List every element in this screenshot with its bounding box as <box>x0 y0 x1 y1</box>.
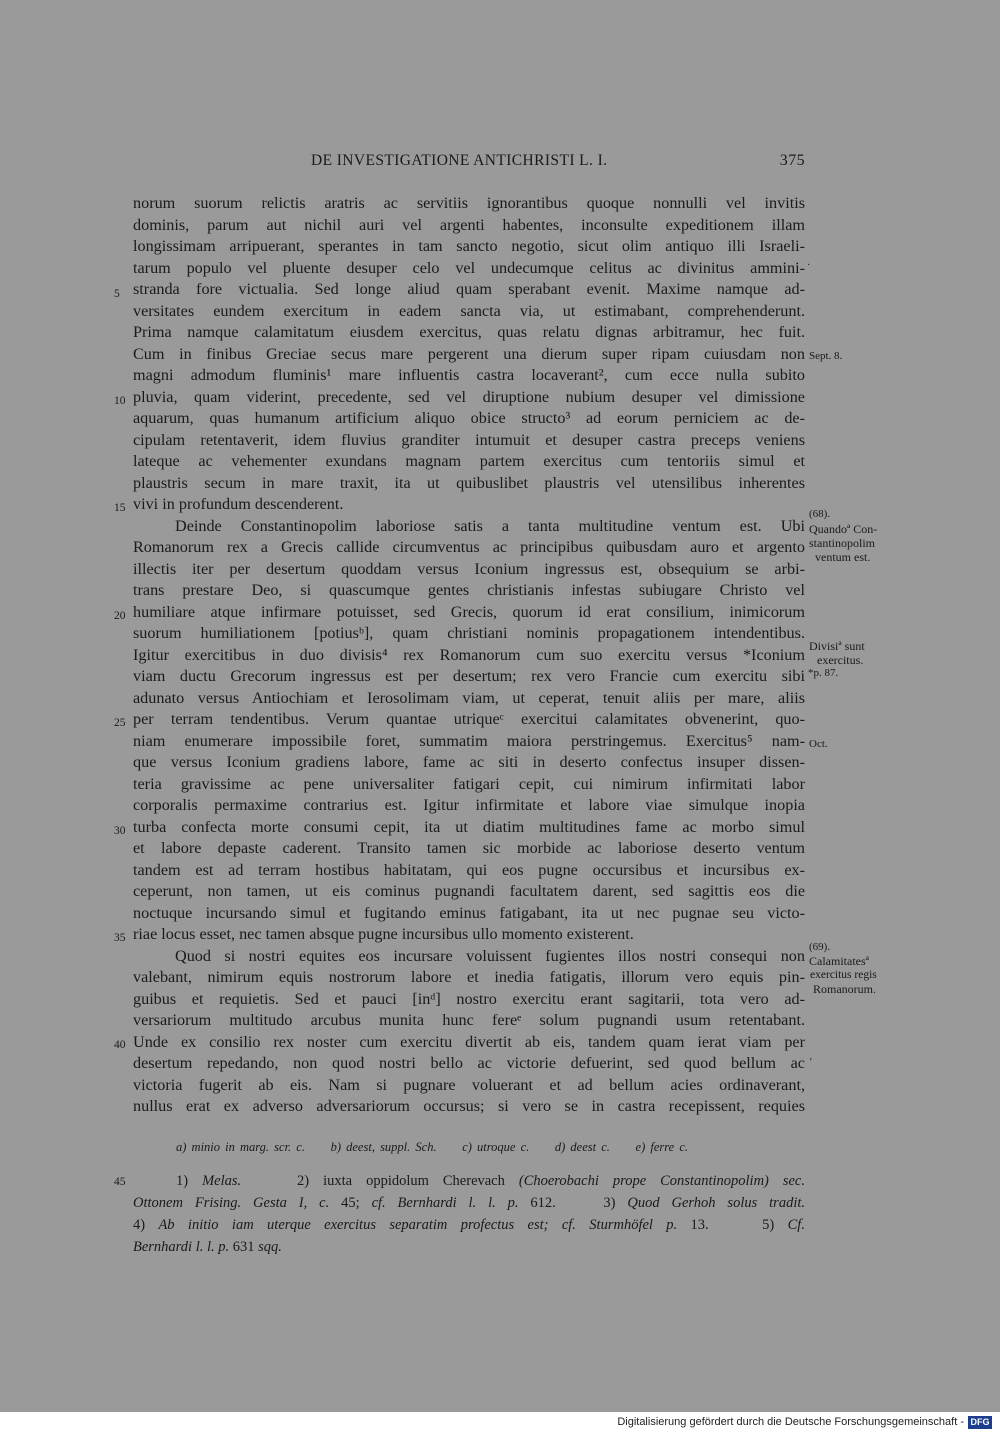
text-line: longissimam arripuerant, sperantes in tam sancto negotio, sicut olim antiquo illi Israeli- <box>133 237 805 255</box>
text-line: que versus Iconium gradiens labore, fame ac siti in deserto confectus insuper dissen- <box>133 753 805 771</box>
text-line: valebant, nimirum equis nostrorum labore et inedia fatigatis, illorum vero equis pin- <box>133 968 805 986</box>
margin-note: Quandoª Con- <box>809 522 878 536</box>
text-line: vivi in profundum descenderent. <box>133 495 344 513</box>
text-line: Quod si nostri equites eos incursare voluissent fugientes illos nostri consequi non <box>175 946 805 965</box>
text-line: Cum in finibus Greciae secus mare pergerent una dierum super ripam cuiusdam non <box>133 344 805 363</box>
footnote-line: 4) Ab initio iam uterque exercitus separatim profectus est; cf. Sturmhöfel p. 13. 5) Cf. <box>133 1217 805 1233</box>
margin-note: ventum est. <box>815 550 871 564</box>
text-line: stranda fore victualia. Sed longe aliud quam sperabant evenit. Maxime namque ad- <box>133 280 805 298</box>
text-line: dominis, parum aut nichil auri vel argenti habentes, inconsulte expeditionem illam <box>133 215 805 234</box>
line-number: 25 <box>114 717 126 729</box>
text-line: desertum repedando, non quod nostri bello ac victorie defuerint, sed quod bellum ac <box>133 1054 805 1072</box>
margin-note-chapter: (68). <box>809 508 831 520</box>
critical-apparatus: a) minio in marg. scr. c. b) deest, suppl. Sch. c) utroque c. d) deest c. e) ferre c. <box>176 1140 689 1154</box>
text-line: illectis iter per desertum quoddam versus Iconium ingressus est, obsequium se arbi- <box>133 559 805 578</box>
text-line: plaustris secum in mare traxit, ita ut quibuslibet plaustris vel utensilibus inherentes <box>133 473 805 492</box>
text-line: turba confecta morte consumi cepit, ita ut diatim multitudines fame ac morbo simul <box>133 817 805 836</box>
text-line: aquarum, quas humanum artificium aliquo obice structo³ ad eorum perniciem ac de- <box>133 409 805 427</box>
footer-bar <box>0 1412 1000 1434</box>
line-number: 40 <box>114 1039 126 1051</box>
text-line: teria gravissime ac pene universaliter fatigari cepit, cui nimirum infirmitati labor <box>133 774 805 793</box>
page-number: 375 <box>779 152 805 169</box>
text-line: nullus erat ex adverso adversariorum occursus; si vero se in castra recepissent, requies <box>133 1097 805 1115</box>
footnote-line: Bernhardi l. l. p. 631 sqq. <box>133 1239 282 1255</box>
text-line: humiliare atque infirmare potuisset, sed Grecis, quorum id erat consilium, inimicorum <box>133 602 805 621</box>
text-line: guibus et requietis. Sed et pauci [inᵈ] nostro exercitu erant sagitarii, tota vero ad- <box>133 989 805 1008</box>
text-line: viam ductu Grecorum ingressus est per desertum; rex vero Francie cum exercitu sibi <box>133 667 805 685</box>
text-line: versitates eundem exercitum in eadem sancta via, ut estimabant, comprehenderunt. <box>133 301 805 320</box>
text-line: Igitur exercitibus in duo divisis⁴ rex Romanorum cum suo exercitu versus *Iconium <box>133 645 805 664</box>
margin-note: Divisiª sunt <box>809 639 865 653</box>
text-line: victoria fugerit ab eis. Nam si pugnare voluerant et ad bellum acies ordinaverant, <box>133 1075 805 1094</box>
margin-note-chapter: (69). <box>809 941 831 953</box>
running-title: DE INVESTIGATIONE ANTICHRISTI L. I. <box>311 152 608 169</box>
text-line: per terram tendentibus. Verum quantae utriqueᶜ exercitui calamitates obvenerint, quo- <box>133 710 805 728</box>
text-line: Deinde Constantinopolim laboriose satis a tanta multitudine ventum est. Ubi <box>175 516 805 535</box>
line-number: 5 <box>114 288 120 300</box>
dfg-logo: DFG <box>968 1416 992 1429</box>
margin-note-date: Oct. <box>809 738 828 750</box>
text-line: noctuque incursando simul et fugitando eminus fatigabant, ita ut nec pugnae seu victo- <box>133 903 805 922</box>
margin-note: Calamitatesª <box>809 954 869 968</box>
text-line: niam enumerare impossibile foret, summatim maiora perstringemus. Exercitus⁵ nam- <box>133 731 805 750</box>
stray-mark: · <box>807 260 811 271</box>
margin-note-date: Sept. 8. <box>809 350 843 362</box>
footnote-line: Ottonem Frising. Gesta I, c. 45; cf. Bernhardi l. l. p. 612. 3) Quod Gerhoh solus tradit. <box>133 1195 806 1211</box>
line-number: 30 <box>114 825 126 837</box>
text-line: ceperunt, non tamen, ut eis cominus pugnandi facultatem darent, sed sagittis eos die <box>133 882 805 900</box>
margin-note: Romanorum. <box>813 982 876 996</box>
footnote-line: 1) Melas. 2) iuxta oppidolum Cherevach (Choerobachi prope Constantinopolim) sec. <box>176 1173 805 1189</box>
text-line: suorum humiliationem [potiusᵇ], quam christiani nominis propagationem intendentibus. <box>133 624 805 642</box>
text-line: cipulam retentaverit, idem fluvius granditer intumuit et desuper castra preceps veniens <box>133 430 805 449</box>
line-number: 15 <box>114 502 126 514</box>
margin-note: stantinopolim <box>809 536 875 550</box>
text-line: et labore depaste caderent. Transito tamen sic morbide ac laboriose deserto ventum <box>133 839 805 857</box>
text-line: pluvia, quam viderint, precedente, sed vel diruptione nubium desuper vel dimissione <box>133 387 805 406</box>
line-number: 10 <box>114 395 126 407</box>
text-line: versariorum multitudo arcubus munita hunc fereᵉ solum pugnandi usum retentabant. <box>133 1011 805 1029</box>
margin-note-page-ref: *p. 87. <box>808 667 839 679</box>
text-line: Unde ex consilio rex noster cum exercitu divertit ab eis, tandem quam ierat viam per <box>133 1032 805 1051</box>
text-line: Romanorum rex a Grecis callide circumventus ac principibus quibusdam auro et argento <box>133 538 805 556</box>
line-number: 20 <box>114 610 126 622</box>
margin-note: exercitus regis <box>810 969 877 981</box>
text-line: magni admodum fluminis¹ mare influentis castra locaverant², cum ecce nulla subito <box>133 366 805 384</box>
line-number: 35 <box>114 932 126 944</box>
text-line: trans prestare Deo, si quascumque gentes christianis infestas subiugare Christo vel <box>133 581 805 599</box>
funding-credit: Digitalisierung gefördert durch die Deutsche Forschungsgemeinschaft - <box>617 1416 964 1428</box>
text-line: tarum populo vel pluente desuper celo vel undecumque celitus ac divinitus ammini- <box>133 258 805 277</box>
stray-mark: ʼ <box>809 1057 813 1068</box>
text-line: norum suorum relictis aratris ac servitiis ignorantibus quoque nonnulli vel invitis <box>133 194 805 212</box>
running-header <box>133 152 805 176</box>
text-line: lateque ac vehementer exundans magnam partem exercitus cum tentoriis simul et <box>133 452 805 470</box>
text-line: corporalis permaxime contrarius est. Igitur infirmitate et labore viae simulque inopia <box>133 796 805 814</box>
text-line: riae locus esset, nec tamen absque pugne incursibus ullo momento existerent. <box>133 925 634 943</box>
margin-note: exercitus. <box>817 653 864 667</box>
text-line: adunato versus Antiochiam et Ierosolimam viam, ut ceperat, tenuit aliis per mare, aliis <box>133 688 805 707</box>
text-line: tandem est ad terram hostibus habitatam, qui eos pugne occursibus et incursibus ex- <box>133 860 805 879</box>
line-number: 45 <box>114 1176 126 1188</box>
text-line: Prima namque calamitatum eiusdem exercitus, quas relatu dignas arbitramur, hec fuit. <box>133 323 805 341</box>
